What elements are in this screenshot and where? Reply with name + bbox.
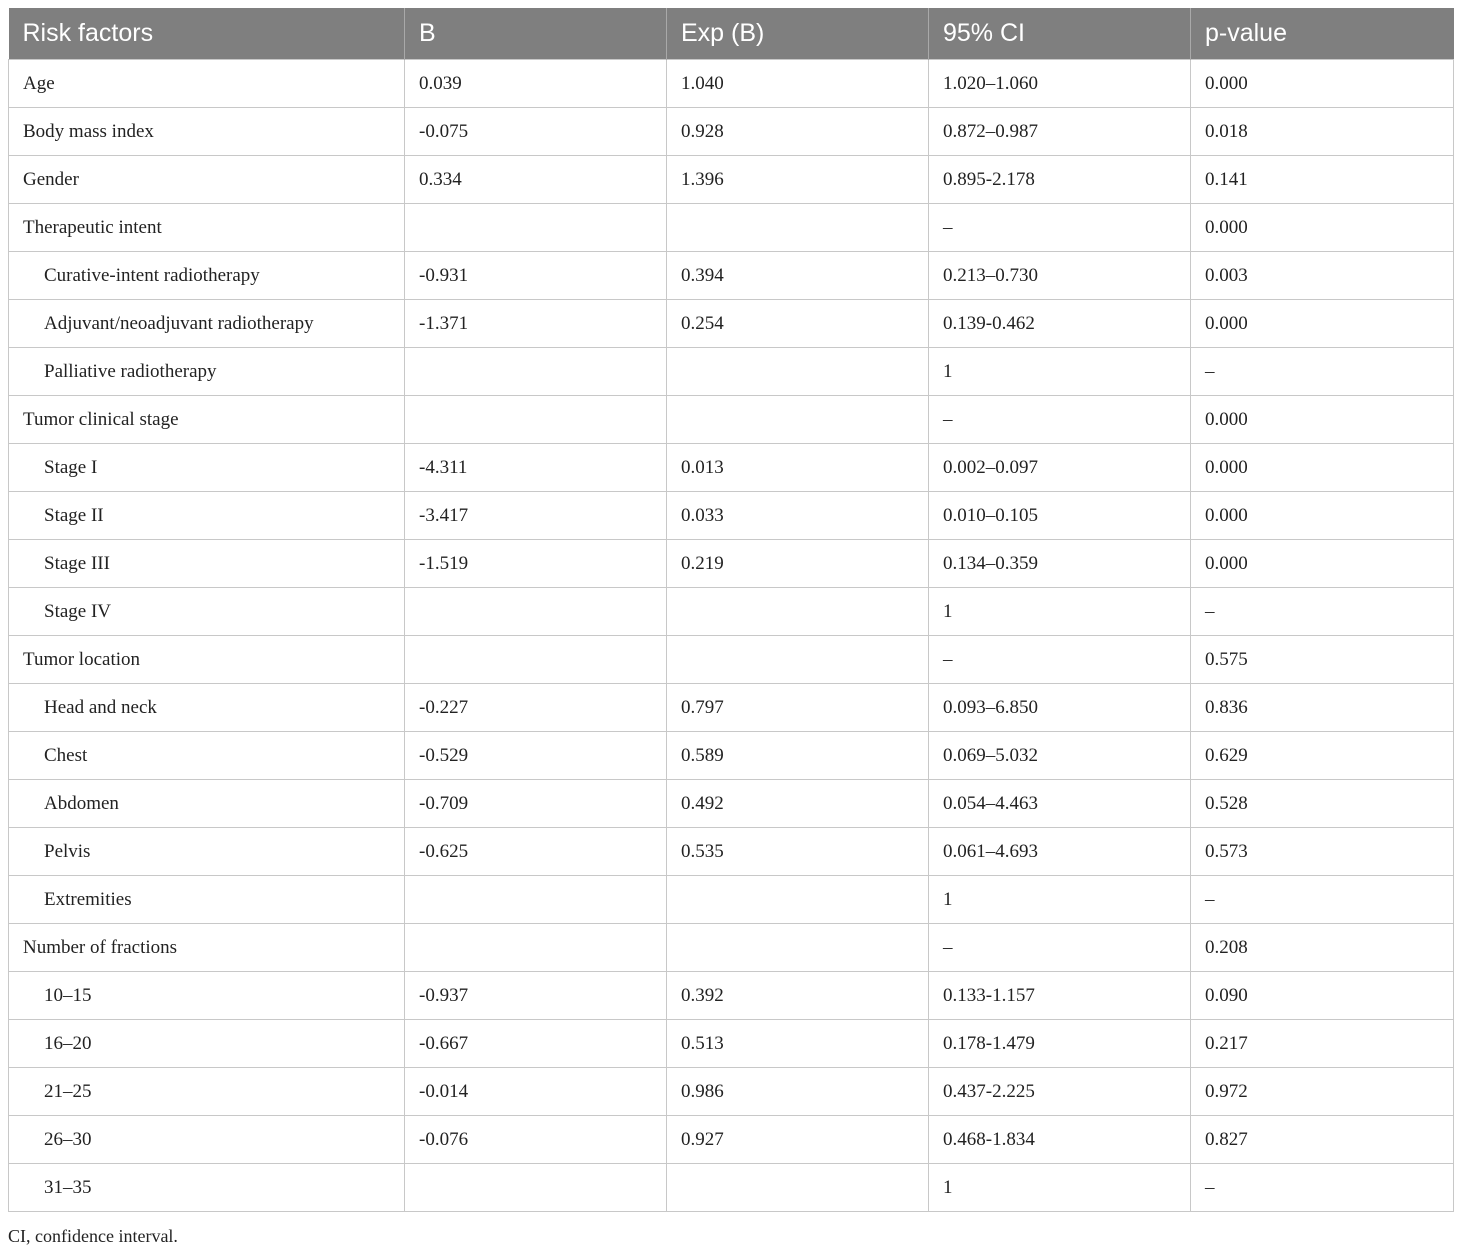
table-row (9, 540, 1454, 588)
cell-p-value: 0.836 (1191, 684, 1454, 732)
cell-95-ci: 0.178-1.479 (929, 1020, 1191, 1068)
cell-p-value: 0.000 (1191, 396, 1454, 444)
cell-95-ci: – (929, 396, 1191, 444)
cell-95-ci: 0.213–0.730 (929, 252, 1191, 300)
cell-risk-factor: Adjuvant/neoadjuvant radiotherapy (9, 300, 405, 348)
cell-risk-factor: Abdomen (9, 780, 405, 828)
cell-exp-b (667, 204, 929, 252)
table-row (9, 972, 1454, 1020)
cell-exp-b: 0.033 (667, 492, 929, 540)
table-row (9, 156, 1454, 204)
cell-b: -3.417 (405, 492, 667, 540)
cell-risk-factor: Therapeutic intent (9, 204, 405, 252)
cell-exp-b: 0.492 (667, 780, 929, 828)
cell-b (405, 876, 667, 924)
table-row (9, 684, 1454, 732)
cell-b: -0.937 (405, 972, 667, 1020)
cell-b: -0.014 (405, 1068, 667, 1116)
header-risk-factors: Risk factors (9, 8, 405, 60)
cell-95-ci: 0.133-1.157 (929, 972, 1191, 1020)
cell-b (405, 396, 667, 444)
cell-risk-factor: Curative-intent radiotherapy (9, 252, 405, 300)
cell-95-ci: 0.895-2.178 (929, 156, 1191, 204)
cell-p-value: 0.141 (1191, 156, 1454, 204)
cell-b: -1.371 (405, 300, 667, 348)
header-b: B (405, 8, 667, 60)
cell-b: -0.227 (405, 684, 667, 732)
cell-p-value: – (1191, 876, 1454, 924)
cell-exp-b: 0.797 (667, 684, 929, 732)
cell-95-ci: 1.020–1.060 (929, 60, 1191, 108)
cell-95-ci: 0.093–6.850 (929, 684, 1191, 732)
cell-exp-b: 0.513 (667, 1020, 929, 1068)
cell-b: -0.529 (405, 732, 667, 780)
cell-95-ci: – (929, 924, 1191, 972)
cell-risk-factor: Chest (9, 732, 405, 780)
cell-risk-factor: Age (9, 60, 405, 108)
cell-p-value: 0.573 (1191, 828, 1454, 876)
cell-b (405, 588, 667, 636)
cell-p-value: 0.000 (1191, 492, 1454, 540)
cell-b (405, 924, 667, 972)
cell-risk-factor: Stage I (9, 444, 405, 492)
cell-exp-b: 0.986 (667, 1068, 929, 1116)
cell-risk-factor: 31–35 (9, 1164, 405, 1212)
cell-exp-b (667, 588, 929, 636)
cell-95-ci: 0.139-0.462 (929, 300, 1191, 348)
cell-b: -0.625 (405, 828, 667, 876)
table-row (9, 396, 1454, 444)
header-exp-b: Exp (B) (667, 8, 929, 60)
table-row (9, 828, 1454, 876)
cell-95-ci: 0.061–4.693 (929, 828, 1191, 876)
cell-exp-b: 0.394 (667, 252, 929, 300)
cell-b: -0.709 (405, 780, 667, 828)
cell-95-ci: 0.134–0.359 (929, 540, 1191, 588)
cell-risk-factor: Palliative radiotherapy (9, 348, 405, 396)
table-row (9, 780, 1454, 828)
cell-b: -0.076 (405, 1116, 667, 1164)
table-row (9, 636, 1454, 684)
cell-exp-b: 0.589 (667, 732, 929, 780)
cell-p-value: 0.827 (1191, 1116, 1454, 1164)
cell-p-value: – (1191, 1164, 1454, 1212)
cell-p-value: 0.217 (1191, 1020, 1454, 1068)
cell-p-value: 0.003 (1191, 252, 1454, 300)
cell-risk-factor: 21–25 (9, 1068, 405, 1116)
table-row (9, 1116, 1454, 1164)
cell-exp-b: 0.013 (667, 444, 929, 492)
cell-p-value: 0.000 (1191, 444, 1454, 492)
cell-risk-factor: Tumor clinical stage (9, 396, 405, 444)
cell-exp-b (667, 876, 929, 924)
cell-95-ci: 0.437-2.225 (929, 1068, 1191, 1116)
cell-risk-factor: Tumor location (9, 636, 405, 684)
cell-p-value: 0.528 (1191, 780, 1454, 828)
table-header (9, 8, 1454, 60)
table-row (9, 60, 1454, 108)
cell-95-ci: 1 (929, 348, 1191, 396)
cell-p-value: 0.090 (1191, 972, 1454, 1020)
table-row (9, 108, 1454, 156)
cell-b: -4.311 (405, 444, 667, 492)
table-row (9, 1164, 1454, 1212)
cell-risk-factor: Stage IV (9, 588, 405, 636)
cell-95-ci: – (929, 636, 1191, 684)
table-row (9, 924, 1454, 972)
cell-risk-factor: Extremities (9, 876, 405, 924)
cell-exp-b (667, 396, 929, 444)
cell-exp-b: 0.219 (667, 540, 929, 588)
cell-risk-factor: Stage III (9, 540, 405, 588)
cell-b (405, 636, 667, 684)
header-p-value: p-value (1191, 8, 1454, 60)
table-row (9, 444, 1454, 492)
table-row (9, 1068, 1454, 1116)
cell-exp-b (667, 348, 929, 396)
cell-p-value: 0.575 (1191, 636, 1454, 684)
cell-95-ci: 0.054–4.463 (929, 780, 1191, 828)
cell-b: -0.667 (405, 1020, 667, 1068)
cell-p-value: 0.208 (1191, 924, 1454, 972)
cell-b (405, 348, 667, 396)
cell-exp-b: 0.927 (667, 1116, 929, 1164)
table-row (9, 204, 1454, 252)
cell-risk-factor: 16–20 (9, 1020, 405, 1068)
cell-exp-b: 0.928 (667, 108, 929, 156)
cell-95-ci: – (929, 204, 1191, 252)
cell-b (405, 1164, 667, 1212)
cell-p-value: – (1191, 588, 1454, 636)
cell-95-ci: 1 (929, 588, 1191, 636)
cell-95-ci: 0.010–0.105 (929, 492, 1191, 540)
cell-b: -0.075 (405, 108, 667, 156)
cell-b: 0.334 (405, 156, 667, 204)
cell-b: -0.931 (405, 252, 667, 300)
cell-exp-b (667, 636, 929, 684)
cell-p-value: 0.972 (1191, 1068, 1454, 1116)
table-row (9, 876, 1454, 924)
cell-p-value: 0.000 (1191, 204, 1454, 252)
table-row (9, 1020, 1454, 1068)
cell-exp-b (667, 924, 929, 972)
cell-95-ci: 0.872–0.987 (929, 108, 1191, 156)
cell-p-value: 0.018 (1191, 108, 1454, 156)
cell-exp-b: 1.396 (667, 156, 929, 204)
header-95-ci: 95% CI (929, 8, 1191, 60)
cell-p-value: 0.000 (1191, 540, 1454, 588)
cell-risk-factor: Head and neck (9, 684, 405, 732)
table-row (9, 588, 1454, 636)
cell-95-ci: 0.002–0.097 (929, 444, 1191, 492)
cell-p-value: 0.629 (1191, 732, 1454, 780)
cell-exp-b: 0.254 (667, 300, 929, 348)
cell-risk-factor: Stage II (9, 492, 405, 540)
cell-p-value: – (1191, 348, 1454, 396)
cell-exp-b: 1.040 (667, 60, 929, 108)
cell-p-value: 0.000 (1191, 300, 1454, 348)
cell-95-ci: 1 (929, 1164, 1191, 1212)
header-row (9, 8, 1454, 60)
cell-risk-factor: Number of fractions (9, 924, 405, 972)
risk-factors-table (8, 8, 1454, 1212)
cell-exp-b (667, 1164, 929, 1212)
table-row (9, 252, 1454, 300)
cell-exp-b: 0.392 (667, 972, 929, 1020)
table-row (9, 492, 1454, 540)
cell-95-ci: 0.468-1.834 (929, 1116, 1191, 1164)
cell-b: -1.519 (405, 540, 667, 588)
cell-95-ci: 0.069–5.032 (929, 732, 1191, 780)
table-row (9, 300, 1454, 348)
table-body (9, 60, 1454, 1212)
cell-risk-factor: Gender (9, 156, 405, 204)
cell-95-ci: 1 (929, 876, 1191, 924)
risk-factors-table-container (8, 8, 1453, 1212)
table-row (9, 348, 1454, 396)
cell-risk-factor: Body mass index (9, 108, 405, 156)
table-footnote: CI, confidence interval. (8, 1226, 178, 1246)
cell-risk-factor: 26–30 (9, 1116, 405, 1164)
cell-risk-factor: Pelvis (9, 828, 405, 876)
cell-risk-factor: 10–15 (9, 972, 405, 1020)
cell-b (405, 204, 667, 252)
cell-exp-b: 0.535 (667, 828, 929, 876)
table-row (9, 732, 1454, 780)
cell-b: 0.039 (405, 60, 667, 108)
cell-p-value: 0.000 (1191, 60, 1454, 108)
